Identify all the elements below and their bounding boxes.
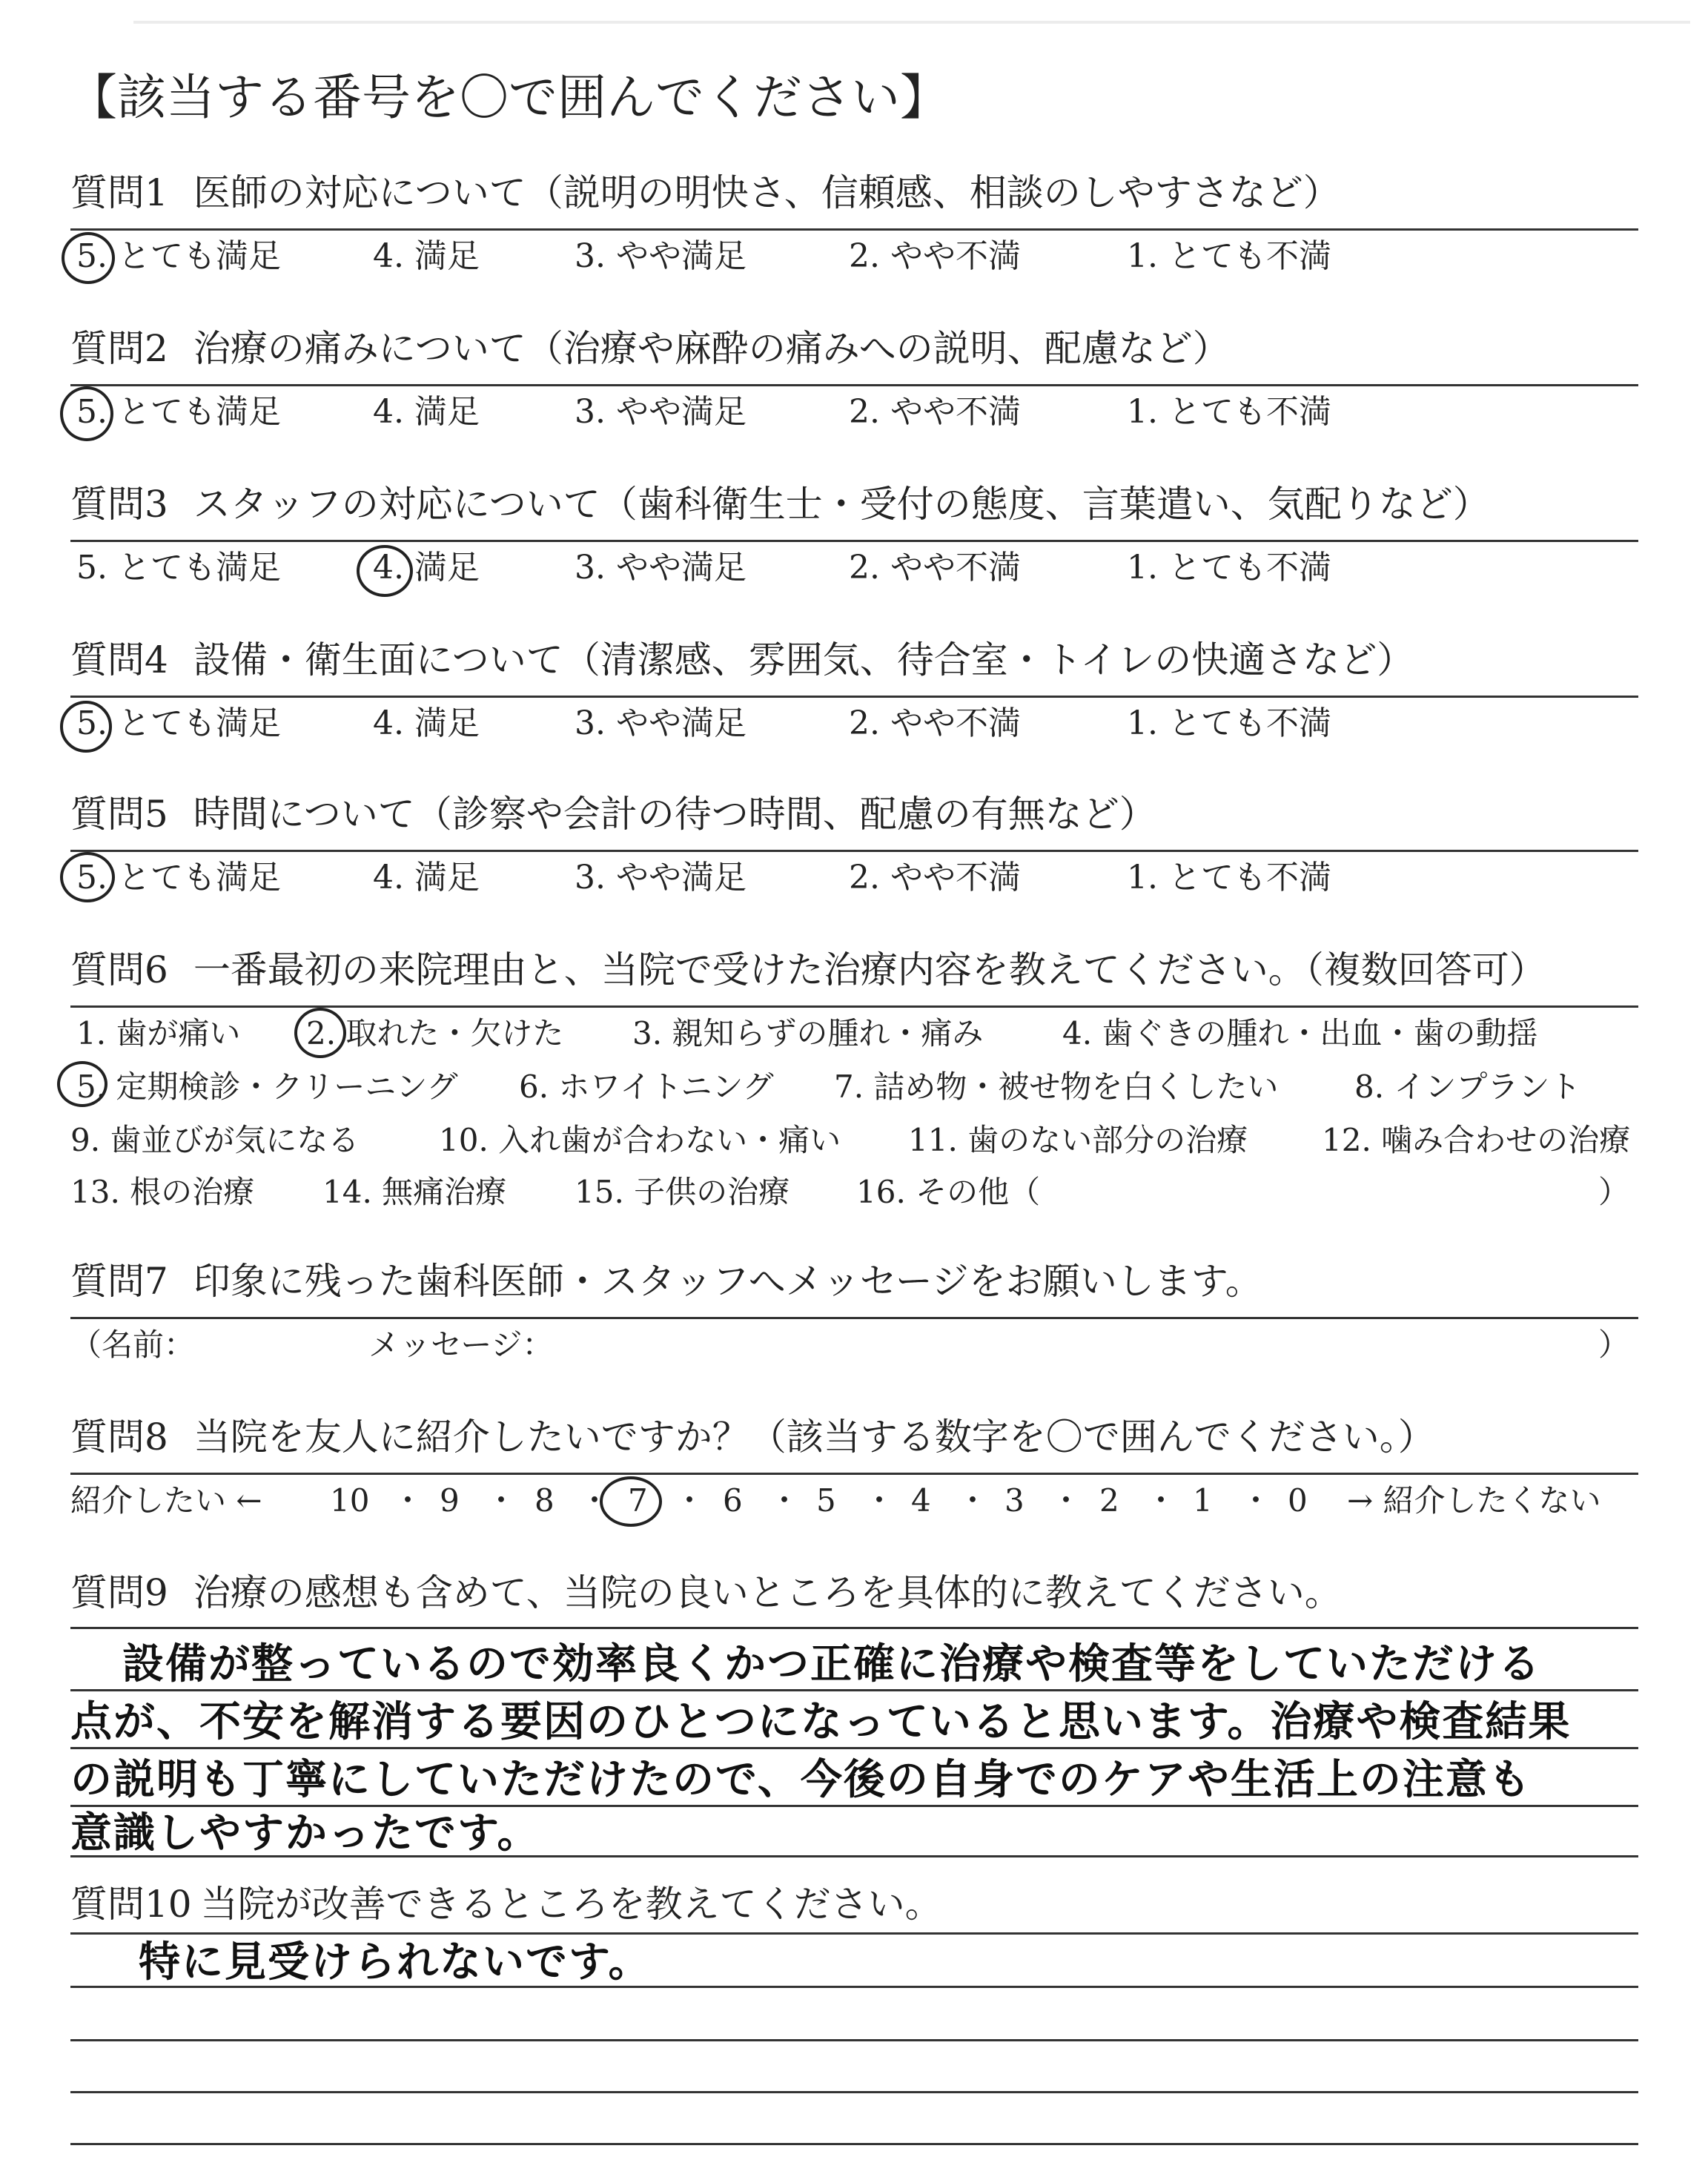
question-title xyxy=(70,786,1638,852)
scale-sep: ・ xyxy=(392,1482,424,1519)
scale-3[interactable]: 3 xyxy=(1004,1482,1025,1519)
question-number: 質問7 xyxy=(70,1260,168,1303)
question-number: 質問3 xyxy=(70,483,168,526)
question-2 xyxy=(70,320,1638,446)
reason-options xyxy=(70,1008,1638,1223)
selection-circle xyxy=(57,1061,107,1107)
reason-option-13[interactable]: 13. 根の治療 xyxy=(70,1174,255,1210)
writing-line xyxy=(70,2143,1638,2145)
option-2[interactable]: 2. やや不満 xyxy=(849,704,1021,742)
question-5 xyxy=(70,786,1638,911)
question-3 xyxy=(70,476,1638,601)
handwritten-answer-line: の説明も丁寧にしていただけたので、今後の自身でのケアや生活上の注意も xyxy=(70,1756,1532,1804)
question-6 xyxy=(70,942,1638,1223)
question-7 xyxy=(70,1253,1638,1378)
scale-5[interactable]: 5 xyxy=(816,1482,836,1519)
scale-sep: ・ xyxy=(957,1482,989,1519)
scale-sep: ・ xyxy=(579,1482,611,1519)
writing-line xyxy=(70,1747,1638,1749)
option-1[interactable]: 1. とても不満 xyxy=(1127,549,1331,587)
message-close-paren: ） xyxy=(1598,1327,1629,1363)
rating-options xyxy=(70,852,1638,911)
writing-line xyxy=(70,1627,1638,1629)
reason-option-6[interactable]: 6. ホワイトニング xyxy=(519,1069,774,1105)
option-4[interactable]: 4. 満足 xyxy=(373,549,480,587)
writing-line xyxy=(70,2039,1638,2041)
reason-option-12[interactable]: 12. 噛み合わせの治療 xyxy=(1322,1122,1631,1158)
question-text: 時間について（診察や会計の待つ時間、配慮の有無など） xyxy=(193,793,1156,836)
scale-0[interactable]: 0 xyxy=(1288,1482,1308,1519)
question-number: 質問5 xyxy=(70,793,168,836)
option-4[interactable]: 4. 満足 xyxy=(373,704,480,742)
option-3[interactable]: 3. やや満足 xyxy=(575,393,747,431)
writing-line xyxy=(70,1689,1638,1691)
other-close-paren: ） xyxy=(1598,1174,1629,1210)
selection-circle xyxy=(357,545,413,597)
question-title xyxy=(70,476,1638,542)
option-5[interactable]: 5. とても満足 xyxy=(76,393,281,431)
question-title xyxy=(70,320,1638,386)
scale-sep: ・ xyxy=(1240,1482,1272,1519)
option-3[interactable]: 3. やや満足 xyxy=(575,704,747,742)
reason-option-15[interactable]: 15. 子供の治療 xyxy=(575,1174,790,1210)
question-text: 一番最初の来院理由と、当院で受けた治療内容を教えてください。（複数回答可） xyxy=(193,948,1546,991)
question-title xyxy=(70,942,1638,1008)
scale-1[interactable]: 1 xyxy=(1193,1482,1213,1519)
question-number: 質問10 xyxy=(70,1883,192,1926)
scale-4[interactable]: 4 xyxy=(911,1482,931,1519)
option-2[interactable]: 2. やや不満 xyxy=(849,549,1021,587)
reason-option-10[interactable]: 10. 入れ歯が合わない・痛い xyxy=(439,1122,841,1158)
option-4[interactable]: 4. 満足 xyxy=(373,237,480,275)
question-title xyxy=(70,632,1638,698)
question-title xyxy=(70,1565,1638,1621)
option-4[interactable]: 4. 満足 xyxy=(373,393,480,431)
question-title xyxy=(70,1253,1638,1319)
reason-option-14[interactable]: 14. 無痛治療 xyxy=(322,1174,507,1210)
scan-edge xyxy=(133,21,1690,24)
handwritten-answer-line: 点が、不安を解消する要因のひとつになっていると思います。治療や検査結果 xyxy=(70,1698,1572,1746)
reason-option-4[interactable]: 4. 歯ぐきの腫れ・出血・歯の動揺 xyxy=(1062,1015,1538,1051)
scale-left-label: 紹介したい ← xyxy=(70,1482,262,1519)
question-8 xyxy=(70,1409,1638,1534)
option-1[interactable]: 1. とても不満 xyxy=(1127,704,1331,742)
option-2[interactable]: 2. やや不満 xyxy=(849,393,1021,431)
option-1[interactable]: 1. とても不満 xyxy=(1127,859,1331,896)
question-text: 印象に残った歯科医師・スタッフへメッセージをお願いします。 xyxy=(193,1260,1262,1303)
option-4[interactable]: 4. 満足 xyxy=(373,859,480,896)
scale-sep: ・ xyxy=(674,1482,706,1519)
scale-7[interactable]: 7 xyxy=(628,1482,648,1519)
question-title xyxy=(70,1876,1638,1932)
option-5[interactable]: 5. とても満足 xyxy=(76,859,281,896)
scale-10[interactable]: 10 xyxy=(330,1482,370,1519)
question-title xyxy=(70,1409,1638,1475)
option-5[interactable]: 5. とても満足 xyxy=(76,704,281,742)
question-text: 当院を友人に紹介したいですか？（該当する数字を〇で囲んでください。） xyxy=(193,1416,1435,1459)
answer-area[interactable] xyxy=(70,1932,1638,2155)
scale-sep: ・ xyxy=(864,1482,896,1519)
scale-sep: ・ xyxy=(769,1482,801,1519)
question-text: 医師の対応について（説明の明快さ、信頼感、相談のしやすさなど） xyxy=(193,171,1340,214)
scale-9[interactable]: 9 xyxy=(440,1482,460,1519)
name-label: （名前： xyxy=(70,1327,196,1363)
writing-line xyxy=(70,1932,1638,1935)
handwritten-answer-line: 設備が整っているので効率良くかつ正確に治療や検査等をしていただける xyxy=(122,1640,1541,1688)
question-text: 当院が改善できるところを教えてください。 xyxy=(200,1883,942,1926)
rating-options xyxy=(70,542,1638,601)
question-title xyxy=(70,165,1638,231)
scale-2[interactable]: 2 xyxy=(1099,1482,1119,1519)
reason-option-11[interactable]: 11. 歯のない部分の治療 xyxy=(908,1122,1248,1158)
scale-sep: ・ xyxy=(1145,1482,1177,1519)
question-number: 質問8 xyxy=(70,1416,168,1459)
question-text: 治療の痛みについて（治療や麻酔の痛みへの説明、配慮など） xyxy=(193,327,1230,370)
option-3[interactable]: 3. やや満足 xyxy=(575,549,747,587)
scale-right-label: → 紹介したくない xyxy=(1347,1482,1601,1519)
reason-option-2[interactable]: 2. 取れた・欠けた xyxy=(306,1015,564,1051)
selection-circle xyxy=(62,232,115,284)
reason-option-1[interactable]: 1. 歯が痛い xyxy=(76,1015,241,1051)
question-1 xyxy=(70,165,1638,290)
question-10 xyxy=(70,1876,1638,2155)
scale-8[interactable]: 8 xyxy=(534,1482,555,1519)
option-5[interactable]: 5. とても満足 xyxy=(76,237,281,275)
rating-options xyxy=(70,231,1638,290)
scale-sep: ・ xyxy=(486,1482,517,1519)
question-number: 質問2 xyxy=(70,327,168,370)
rating-options xyxy=(70,698,1638,757)
writing-line xyxy=(70,2091,1638,2093)
message-row xyxy=(70,1319,1638,1378)
option-2[interactable]: 2. やや不満 xyxy=(849,859,1021,896)
selection-circle xyxy=(60,701,112,753)
handwritten-answer-line: 特に見受けられないです。 xyxy=(139,1938,652,1986)
question-number: 質問9 xyxy=(70,1571,168,1614)
option-5[interactable]: 5. とても満足 xyxy=(76,549,281,587)
question-number: 質問1 xyxy=(70,171,168,214)
option-3[interactable]: 3. やや満足 xyxy=(575,237,747,275)
option-2[interactable]: 2. やや不満 xyxy=(849,237,1021,275)
selection-circle xyxy=(294,1008,346,1058)
question-9 xyxy=(70,1565,1638,1918)
reason-option-16[interactable]: 16. その他（ xyxy=(856,1174,1041,1210)
scale-6[interactable]: 6 xyxy=(723,1482,743,1519)
reason-option-3[interactable]: 3. 親知らずの腫れ・痛み xyxy=(632,1015,984,1051)
rating-options xyxy=(70,386,1638,446)
question-text: 設備・衛生面について（清潔感、雰囲気、待合室・トイレの快適さなど） xyxy=(193,638,1414,681)
question-text: スタッフの対応について（歯科衛生士・受付の態度、言葉遣い、気配りなど） xyxy=(193,483,1490,526)
message-label: メッセージ： xyxy=(368,1327,554,1363)
option-1[interactable]: 1. とても不満 xyxy=(1127,393,1331,431)
option-1[interactable]: 1. とても不満 xyxy=(1127,237,1331,275)
scale-sep: ・ xyxy=(1050,1482,1082,1519)
page-title: 【該当する番号を〇で囲んでください】 xyxy=(68,69,949,126)
selection-circle xyxy=(60,386,113,441)
writing-line xyxy=(70,1805,1638,1807)
question-number: 質問4 xyxy=(70,638,168,681)
question-text: 治療の感想も含めて、当院の良いところを具体的に教えてください。 xyxy=(193,1571,1342,1614)
reason-option-7[interactable]: 7. 詰め物・被せ物を白くしたい xyxy=(834,1069,1279,1105)
answer-area[interactable] xyxy=(70,1621,1638,1918)
handwritten-answer-line: 意識しやすかったです。 xyxy=(70,1809,540,1857)
question-number: 質問6 xyxy=(70,948,168,991)
option-3[interactable]: 3. やや満足 xyxy=(575,859,747,896)
reason-option-8[interactable]: 8. インプラント xyxy=(1354,1069,1581,1105)
recommend-scale xyxy=(70,1475,1638,1534)
question-4 xyxy=(70,632,1638,757)
reason-option-5[interactable]: 5. 定期検診・クリーニング xyxy=(76,1069,458,1105)
reason-option-9[interactable]: 9. 歯並びが気になる xyxy=(70,1122,360,1158)
selection-circle xyxy=(600,1476,662,1527)
selection-circle xyxy=(60,852,115,902)
